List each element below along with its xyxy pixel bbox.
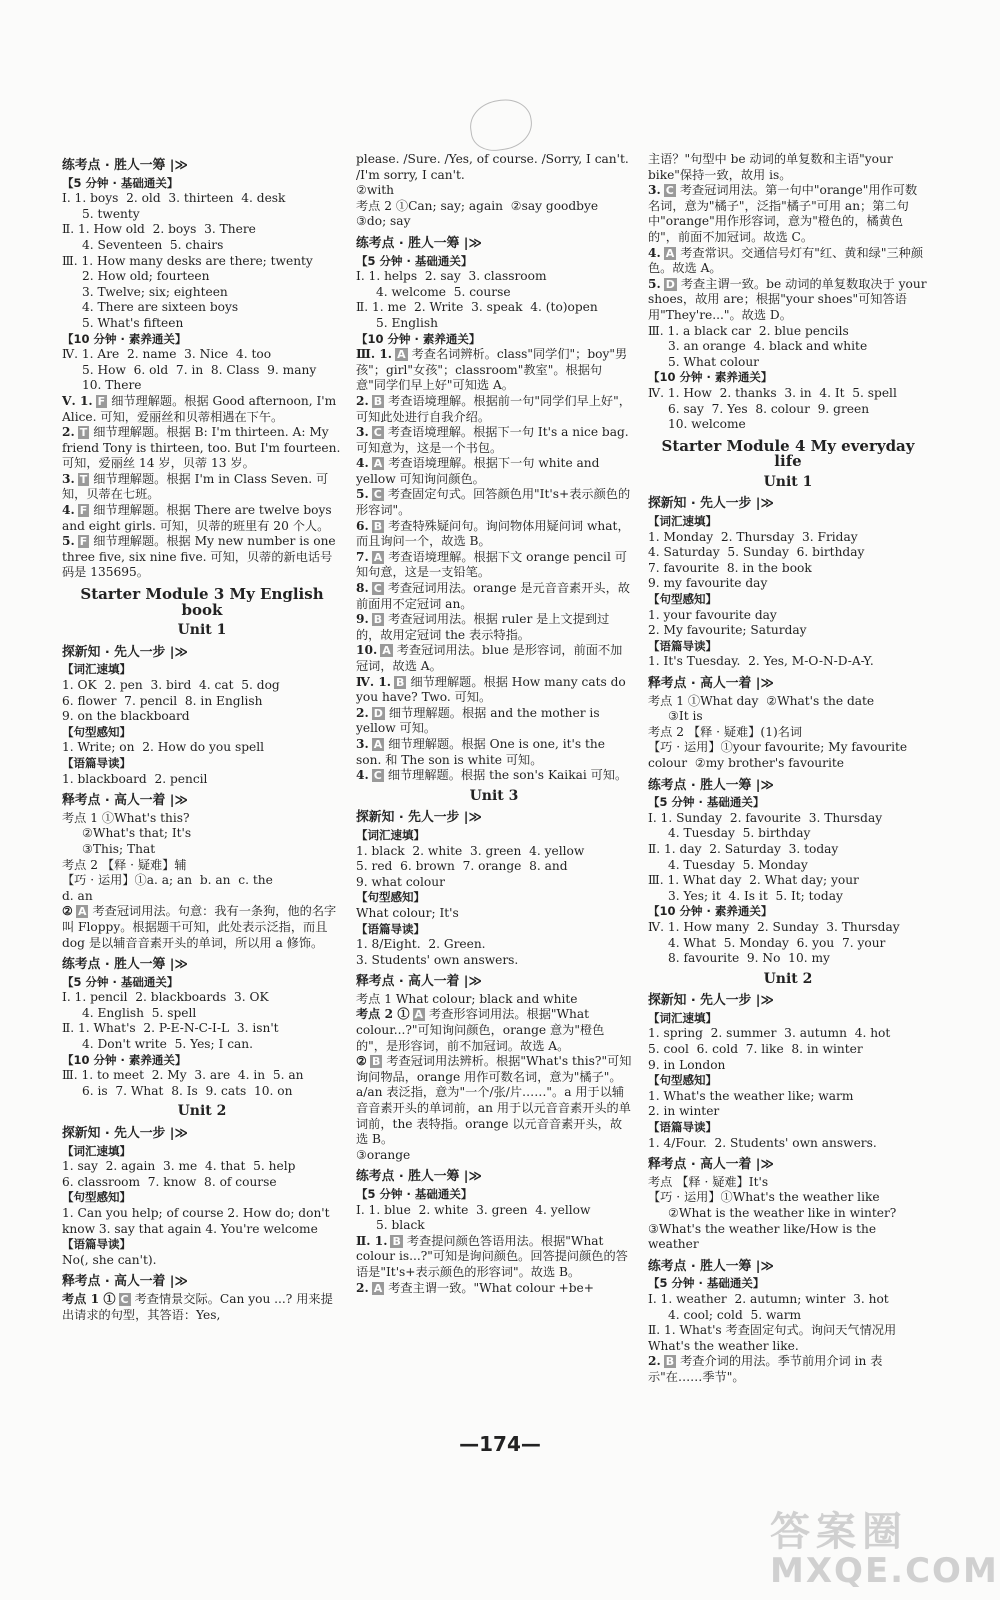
watermark-url: MXQE.COM [770, 1551, 999, 1591]
answer-entry [62, 503, 342, 534]
answer-line: 1. It's Tuesday. 2. Yes, M-O-N-D-A-Y. [648, 654, 874, 669]
explanation-text: 考查形容词用法。根据"What colour...?"可知询问颜色，orange 意为"橙色的"，是形容词，前不加冠词。故选 A。 [356, 1007, 605, 1053]
answer-line: What colour; It's [356, 905, 459, 920]
subsection-label: 【词汇速填】 [62, 662, 131, 677]
explanation-text: 细节理解题。根据 One is one, it's the son. 和 The son is white 可知。 [356, 736, 605, 767]
subsection-label: 【词汇速填】 [356, 827, 425, 842]
explanation-text: 考查固定句式。回答颜色用"It's+表示颜色的形容词"。 [356, 487, 631, 518]
section-heading: 练考点 · 胜人一筹 |≫ [62, 158, 188, 173]
answer-line: 考点 【释 · 疑难】It's [648, 1174, 769, 1189]
subsection-label: 【语篇导读】 [62, 755, 131, 770]
answer-line: 9. on the blackboard [62, 709, 190, 724]
section-heading: 探新知 · 先人一步 |≫ [62, 1126, 188, 1142]
answer-column-3 [648, 152, 928, 1386]
subsection-label: 【10 分钟 · 素养通关】 [62, 1052, 187, 1067]
page-number: —174— [459, 1432, 541, 1456]
library-stamp-image [467, 96, 535, 154]
answer-line: 3. Twelve; six; eighteen [82, 284, 228, 299]
answer-letter-box: B [373, 394, 383, 408]
question-number: 5. [62, 534, 75, 549]
answer-line: Ⅰ. 1. pencil 2. blackboards 3. OK [62, 990, 269, 1005]
answer-letter-box: B [373, 519, 383, 533]
answer-letter-box: F [97, 394, 106, 408]
section-heading: 练考点 · 胜人一筹 |≫ [648, 777, 774, 793]
answer-line: Ⅰ. 1. blue 2. white 3. green 4. yellow [356, 1202, 591, 1217]
section-heading: 练考点 · 胜人一筹 |≫ [356, 1169, 482, 1185]
explanation-text: 考查语境理解。根据前一句"同学们早上好"，可知此处进行自我介绍。 [356, 393, 631, 424]
answer-line: Ⅰ. 1. Sunday 2. favourite 3. Thursday [648, 810, 883, 825]
subsection-label: 【5 分钟 · 基础通关】 [648, 1276, 765, 1291]
answer-line: 5. black [376, 1218, 425, 1233]
watermark-text: 答案圈 [770, 1509, 908, 1555]
answer-entry [62, 472, 342, 503]
answer-line: 2. My favourite; Saturday [648, 623, 807, 638]
subsection-label: 【词汇速填】 [62, 1143, 131, 1158]
answer-entry [62, 904, 342, 951]
question-number: 8. [356, 581, 369, 596]
explanation-text: 考查名词辨析。class"同学们"；boy"男孩"；girl"女孩"；classroom"教室"。根据句意"同学们早上好"可知选 A。 [356, 347, 628, 393]
answer-entry [356, 1234, 632, 1281]
subsection-label: 【词汇速填】 [648, 514, 717, 529]
answer-letter-box: D [665, 277, 675, 291]
answer-line: Ⅲ. 1. to meet 2. My 3. are 4. in 5. an [62, 1068, 304, 1083]
subsection-label: 【句型感知】 [648, 592, 717, 607]
answer-entry [356, 706, 632, 737]
answer-line: ②What is the weather like in winter? [668, 1206, 897, 1220]
answer-line: 1. 4/Four. 2. Students' own answers. [648, 1135, 877, 1150]
subsection-label: 【句型感知】 [62, 1190, 131, 1205]
answer-line: 1. OK 2. pen 3. bird 4. cat 5. dog [62, 678, 280, 692]
explanation-text: 考查语境理解。根据下文 orange pencil 可知句意，这是一支铅笔。 [356, 549, 627, 580]
explanation-text: 细节理解题。根据 Good afternoon, I'm Alice. 可知，爱丽丝和贝蒂相遇在下午。 [62, 393, 337, 424]
subsection-label: 【5 分钟 · 基础通关】 [62, 974, 179, 989]
answer-letter-box: F [79, 535, 88, 549]
answer-line: 7. favourite 8. in the book [648, 560, 812, 575]
question-number: 3. [356, 425, 369, 440]
answer-line: Ⅰ. 1. weather 2. autumn; winter 3. hot [648, 1291, 889, 1306]
answer-entry [648, 1354, 928, 1385]
subsection-label: 【5 分钟 · 基础通关】 [356, 1187, 473, 1201]
question-number: 2. [356, 705, 369, 720]
unit-title: Unit 1 [177, 622, 227, 639]
answer-line: 考点 1 ①What day ②What's the date [648, 693, 875, 708]
section-heading: 释考点 · 高人一着 |≫ [62, 793, 188, 809]
answer-letter-box: C [120, 1292, 129, 1306]
answer-line: Ⅱ. 1. What's 2. P-E-N-C-I-L 3. isn't [62, 1021, 279, 1036]
subsection-label: 【句型感知】 [648, 1073, 717, 1088]
subsection-label: 【10 分钟 · 素养通关】 [62, 331, 187, 346]
answer-line: 1. Monday 2. Thursday 3. Friday [648, 529, 858, 544]
section-heading: 释考点 · 高人一着 |≫ [62, 1274, 188, 1290]
answer-line: 1. your favourite day [648, 607, 777, 622]
section-heading: 探新知 · 先人一步 |≫ [648, 496, 774, 512]
answer-line: Ⅱ. 1. How old 2. boys 3. There [62, 222, 256, 237]
question-number: 2. [356, 393, 369, 408]
answer-letter-box: A [665, 246, 675, 260]
answer-entry [62, 534, 342, 581]
subsection-label: 【语篇导读】 [62, 1237, 131, 1252]
answer-line: 4. welcome 5. course [376, 284, 511, 299]
answer-line: 主语？"句型中 be 动词的单复数和主语"your bike"保持一致，故用 is。 [648, 152, 893, 182]
section-heading: 练考点 · 胜人一筹 |≫ [356, 235, 482, 251]
answer-line: 4. What 5. Monday 6. you 7. your [668, 935, 886, 950]
explanation-text: 考查语境理解。根据下一句 white and yellow 可知询问颜色。 [356, 456, 600, 486]
answer-line: 2. in winter [648, 1104, 720, 1119]
answer-line: Ⅳ. 1. Are 2. name 3. Nice 4. too [62, 347, 272, 362]
answer-entry [648, 246, 928, 277]
question-number: 5. [356, 487, 369, 502]
answer-entry [356, 581, 632, 612]
answer-line: ③What's the weather like/How is the weather [648, 1221, 877, 1252]
subsection-label: 【语篇导读】 [648, 1120, 717, 1135]
answer-line: 1. black 2. white 3. green 4. yellow [356, 843, 585, 858]
answer-letter-box: B [392, 1234, 401, 1248]
answer-line: 3. an orange 4. black and white [668, 339, 868, 354]
answer-letter-box: A [397, 348, 406, 362]
answer-entry [62, 425, 342, 472]
answer-line: 10. welcome [668, 417, 746, 432]
answer-entry [356, 643, 632, 674]
answer-line: 【巧 · 运用】①What's the weather like [648, 1190, 880, 1205]
explanation-text: 考查冠词用法。第一句中"orange"用作可数名词，意为"橘子"，泛指"橘子"可用 an；第二句中"orange"用作形容词，意为"橙色的，橘黄色的"，前面不加冠词。故选 C。 [648, 183, 918, 244]
section-heading: 探新知 · 先人一步 |≫ [356, 810, 482, 826]
question-number: 6. [356, 518, 369, 533]
subsection-label: 【10 分钟 · 素养通关】 [648, 904, 773, 919]
question-number: 2. [62, 425, 75, 440]
explanation-text: 细节理解题。根据 the son's Kaikai 可知。 [387, 768, 628, 783]
answer-line: 3. Yes; it 4. Is it 5. It; today [668, 888, 843, 903]
question-number: 4. [356, 456, 369, 471]
unit-title: Unit 3 [469, 787, 519, 804]
answer-line: 6. is 7. What 8. Is 9. cats 10. on [82, 1083, 293, 1098]
answer-line: 5. What's fifteen [82, 315, 184, 330]
answer-letter-box: A [373, 1281, 383, 1295]
answer-letter-box: C [665, 184, 674, 198]
explanation-text: 细节理解题。根据 How many cats do you have? Two. 可知。 [356, 674, 626, 705]
answer-line: 8. favourite 9. No 10. my [668, 951, 830, 966]
answer-letter-box: B [665, 1355, 675, 1369]
answer-line: Ⅰ. 1. boys 2. old 3. thirteen 4. desk [62, 191, 286, 206]
site-watermark [770, 1500, 999, 1591]
question-number: 2. [648, 1354, 661, 1369]
answer-line: 5. English [376, 315, 438, 330]
answer-line: 1. Can you help; of course 2. How do; don't know 3. say that again 4. You're welcome [62, 1206, 330, 1236]
answer-line: 5. What colour [668, 354, 759, 369]
subsection-label: 【10 分钟 · 素养通关】 [356, 331, 481, 346]
answer-line: 考点 1 ①What's this? [62, 810, 190, 825]
answer-entry [356, 347, 632, 394]
answer-letter-box: B [373, 613, 383, 627]
question-number: 3. [62, 471, 75, 486]
answer-entry [356, 519, 632, 550]
answer-line: 1. Write; on 2. How do you spell [62, 740, 265, 755]
answer-line: ②with [356, 183, 395, 198]
answer-entry [62, 1292, 342, 1323]
answer-line: 9. what colour [356, 874, 445, 889]
answer-line: Ⅳ. 1. How many 2. Sunday 3. Thursday [648, 919, 900, 934]
question-number: 3. [356, 736, 369, 751]
explanation-text: 考查冠词用法。根据 ruler 是上文提到过的，故用定冠词 the 表示特指。 [356, 612, 610, 642]
subsection-label: 【句型感知】 [356, 890, 425, 905]
answer-letter-box: A [373, 737, 383, 751]
question-number: 3. [648, 183, 661, 198]
answer-letter-box: T [79, 472, 88, 486]
subsection-label: 【句型感知】 [62, 724, 131, 739]
answer-letter-box: F [79, 504, 88, 518]
section-heading: 探新知 · 先人一步 |≫ [62, 644, 188, 660]
explanation-text: 考查冠词用法辨析。根据"What's this?"可知询问物品，orange 用作可数名词，意为"橘子"。a/an 表泛指，意为"一个/张/片……"。a 用于以辅音音素开头的单词前，an 用于以元音音素开头的单词前，the 表特指。orange 以元音音素开头，故选 B。 [356, 1054, 632, 1147]
module-title: Starter Module 4 My everyday life [661, 436, 915, 471]
answer-line: colour ②my brother's favourite [648, 755, 844, 770]
answer-letter-box: D [373, 706, 383, 720]
question-number: ② [356, 1054, 367, 1069]
answer-entry [356, 487, 632, 518]
explanation-text: 细节理解题。根据 and the mother is yellow 可知。 [356, 705, 600, 736]
answer-letter-box: A [77, 905, 87, 919]
answer-line: please. /Sure. /Yes, of course. /Sorry, I can't. /I'm sorry, I can't. [356, 152, 629, 182]
explanation-text: 考查冠词用法。blue 是形容词，前面不加冠词，故选 A。 [356, 643, 623, 673]
explanation-text: 考查语境理解。根据下一句 It's a nice bag. 可知意为，这是一个书包。 [356, 425, 629, 455]
question-number: 7. [356, 549, 369, 564]
subsection-label: 【5 分钟 · 基础通关】 [62, 175, 179, 190]
answer-line: 4. Seventeen 5. chairs [82, 237, 224, 252]
answer-column-1 [62, 152, 342, 1323]
answer-letter-box: C [373, 582, 382, 596]
answer-letter-box: A [414, 1008, 424, 1022]
explanation-text: 考查介词的用法。季节前用介词 in 表示"在……季节"。 [648, 1354, 883, 1384]
explanation-text: 考查主谓一致。be 动词的单复数取决于 your shoes，故用 are；根据"your shoes"可知答语用"They're..."。故选 D。 [648, 276, 927, 322]
answer-line: Ⅲ. 1. a black car 2. blue pencils [648, 323, 849, 338]
explanation-text: 考查冠词用法。句意：我有一条狗，他的名字叫 Floppy。根据题干可知，此处表示泛指，而且 dog 是以辅音音素开头的单词，所以用 a 修饰。 [62, 904, 337, 950]
section-heading: 释考点 · 高人一着 |≫ [356, 974, 482, 990]
answer-entry [356, 425, 632, 456]
section-heading: 释考点 · 高人一着 |≫ [648, 676, 774, 691]
answer-line: 4. Tuesday 5. birthday [668, 826, 811, 841]
answer-letter-box: T [79, 426, 88, 440]
subsection-label: 【语篇导读】 [356, 921, 425, 936]
answer-column-2 [356, 152, 632, 1296]
answer-line: 考点 2 ①Can; say; again ②say goodbye [356, 198, 599, 213]
answer-entry [356, 737, 632, 768]
question-number: 9. [356, 612, 369, 627]
question-number: 4. [648, 245, 661, 260]
question-number: 4. [356, 768, 369, 783]
answer-line: 6. flower 7. pencil 8. in English [62, 693, 263, 708]
answer-line: Ⅱ. 1. day 2. Saturday 3. today [648, 841, 839, 856]
unit-title: Unit 2 [763, 970, 813, 987]
answer-line: Ⅲ. 1. How many desks are there; twenty [62, 253, 313, 268]
answer-line: Ⅳ. 1. How 2. thanks 3. in 4. It 5. spell [648, 385, 897, 400]
answer-line: 4. Tuesday 5. Monday [668, 857, 808, 872]
answer-line: ③It is [668, 709, 703, 724]
answer-line: Ⅱ. 1. What's 考查固定句式。询问天气情况用 What's the weather like. [648, 1323, 897, 1353]
answer-entry [356, 768, 632, 784]
answer-entry [356, 394, 632, 425]
subsection-label: 【词汇速填】 [648, 1010, 717, 1025]
answer-entry [356, 612, 632, 643]
answer-line: ③orange [356, 1147, 411, 1162]
module-title: Starter Module 3 My English book [80, 585, 324, 619]
subsection-label: 【5 分钟 · 基础通关】 [648, 795, 765, 810]
answer-line: 考点 2 【释 · 疑难】(1)名词 [648, 724, 803, 739]
answer-line: 1. 8/Eight. 2. Green. [356, 937, 486, 952]
answer-line: No(, she can't). [62, 1252, 157, 1267]
answer-line: 5. How 6. old 7. in 8. Class 9. many [82, 362, 317, 377]
answer-entry [356, 1281, 632, 1297]
explanation-text: 细节理解题。根据 B: I'm thirteen. A: My friend Tony is thirteen, too. But I'm fourteen. 可知，爱丽丝 14 岁，贝蒂 13 岁。 [62, 425, 341, 471]
answer-line: 6. classroom 7. know 8. of course [62, 1174, 277, 1189]
explanation-text: 考查主谓一致。"What colour +be+ [388, 1280, 594, 1295]
answer-entry [648, 183, 928, 245]
answer-entry [648, 277, 928, 324]
answer-line: 4. Don't write 5. Yes; I can. [82, 1037, 254, 1052]
answer-line: 4. cool; cold 5. warm [668, 1307, 802, 1322]
answer-entry [356, 1007, 632, 1054]
question-number: 2. [356, 1280, 369, 1295]
answer-line: ③This; That [82, 841, 156, 856]
explanation-text: 细节理解题。根据 My new number is one three five, six nine five. 可知，贝蒂的新电话号码是 135695。 [62, 534, 336, 580]
answer-line: 6. say 7. Yes 8. colour 9. green [668, 401, 870, 416]
explanation-text: 考查提问颜色答语用法。根据"What colour is...?"可知是询问颜色。回答提问颜色的答语是"It's+表示颜色的形容词"。故选 B。 [356, 1233, 628, 1279]
explanation-text: 考查冠词用法。orange 是元音音素开头，故前面用不定冠词 an。 [356, 581, 630, 611]
question-number: 4. [62, 503, 75, 518]
answer-line: 3. Students' own answers. [356, 952, 519, 967]
answer-line: 1. spring 2. summer 3. autumn 4. hot [648, 1026, 891, 1041]
question-number: Ⅱ. 1. [356, 1233, 388, 1248]
answer-letter-box: C [373, 426, 382, 440]
subsection-label: 【5 分钟 · 基础通关】 [356, 253, 473, 268]
answer-line: 考点 2 【释 · 疑难】辅 [62, 857, 187, 872]
answer-line: 1. blackboard 2. pencil [62, 771, 208, 786]
answer-entry [62, 394, 342, 425]
unit-title: Unit 1 [763, 473, 813, 490]
answer-line: 9. my favourite day [648, 576, 768, 591]
answer-letter-box: A [373, 550, 383, 564]
answer-line: 4. English 5. spell [82, 1005, 197, 1020]
answer-letter-box: B [396, 675, 405, 689]
answer-line: 5. cool 6. cold 7. like 8. in winter [648, 1042, 863, 1057]
explanation-text: 细节理解题。根据 There are twelve boys and eight girls. 可知，贝蒂的班里有 20 个人。 [62, 503, 332, 533]
subsection-label: 【10 分钟 · 素养通关】 [648, 370, 773, 385]
explanation-text: 考查常识。交通信号灯有"红、黄和绿"三种颜色。故选 A。 [648, 245, 924, 276]
answer-line: 9. in London [648, 1057, 726, 1072]
answer-line: 4. Saturday 5. Sunday 6. birthday [648, 545, 865, 560]
answer-line: d. an [62, 888, 93, 903]
answer-entry [356, 1054, 632, 1148]
answer-line: 考点 1 What colour; black and white [356, 991, 578, 1006]
answer-line: 5. twenty [82, 206, 140, 221]
answer-line: 5. red 6. brown 7. orange 8. and [356, 859, 568, 874]
answer-line: Ⅱ. 1. me 2. Write 3. speak 4. (to)open [356, 300, 598, 315]
answer-line: 1. What's the weather like; warm [648, 1088, 854, 1103]
answer-line: ③do; say [356, 214, 411, 229]
answer-entry [356, 675, 632, 706]
answer-entry [356, 550, 632, 581]
answer-line: 【巧 · 运用】①your favourite; My favourite [648, 740, 908, 755]
answer-line: 1. say 2. again 3. me 4. that 5. help [62, 1159, 296, 1174]
answer-letter-box: C [373, 769, 382, 783]
answer-entry [356, 456, 632, 487]
question-number: 10. [356, 643, 378, 658]
explanation-text: 考查特殊疑问句。询问物体用疑问词 what，而且询问一个，故选 B。 [356, 518, 630, 549]
answer-line: Ⅰ. 1. helps 2. say 3. classroom [356, 269, 547, 284]
answer-letter-box: A [373, 457, 383, 471]
answer-letter-box: A [382, 644, 391, 658]
answer-line: Ⅲ. 1. What day 2. What day; your [648, 873, 859, 888]
answer-line: 【巧 · 运用】①a. a; an b. an c. the [62, 873, 273, 888]
section-heading: 练考点 · 胜人一筹 |≫ [62, 957, 188, 973]
explanation-text: 考查情景交际。Can you ...? 用来提出请求的句型，其答语：Yes, [62, 1291, 333, 1322]
section-heading: 探新知 · 先人一步 |≫ [648, 993, 774, 1009]
answer-line: 2. How old; fourteen [82, 269, 210, 284]
question-number: Ⅴ. 1. [62, 393, 93, 408]
section-heading: 释考点 · 高人一着 |≫ [648, 1157, 774, 1173]
answer-letter-box: C [373, 488, 382, 502]
answer-line: 4. There are sixteen boys [82, 300, 239, 315]
answer-line: ②What's that; It's [82, 826, 192, 841]
answer-letter-box: B [371, 1055, 381, 1069]
question-number: Ⅲ. 1. [356, 347, 393, 362]
explanation-text: 细节理解题。根据 I'm in Class Seven. 可知，贝蒂在七班。 [62, 471, 329, 502]
question-number: Ⅳ. 1. [356, 674, 392, 689]
answer-line: 10. There [82, 378, 142, 393]
subsection-label: 【语篇导读】 [648, 638, 717, 653]
question-number: 考点 2 ① [356, 1007, 410, 1022]
section-heading: 练考点 · 胜人一筹 |≫ [648, 1258, 774, 1274]
question-number: 5. [648, 276, 661, 291]
question-number: ② [62, 904, 73, 919]
unit-title: Unit 2 [177, 1103, 227, 1120]
question-number: 考点 1 ① [62, 1291, 116, 1306]
